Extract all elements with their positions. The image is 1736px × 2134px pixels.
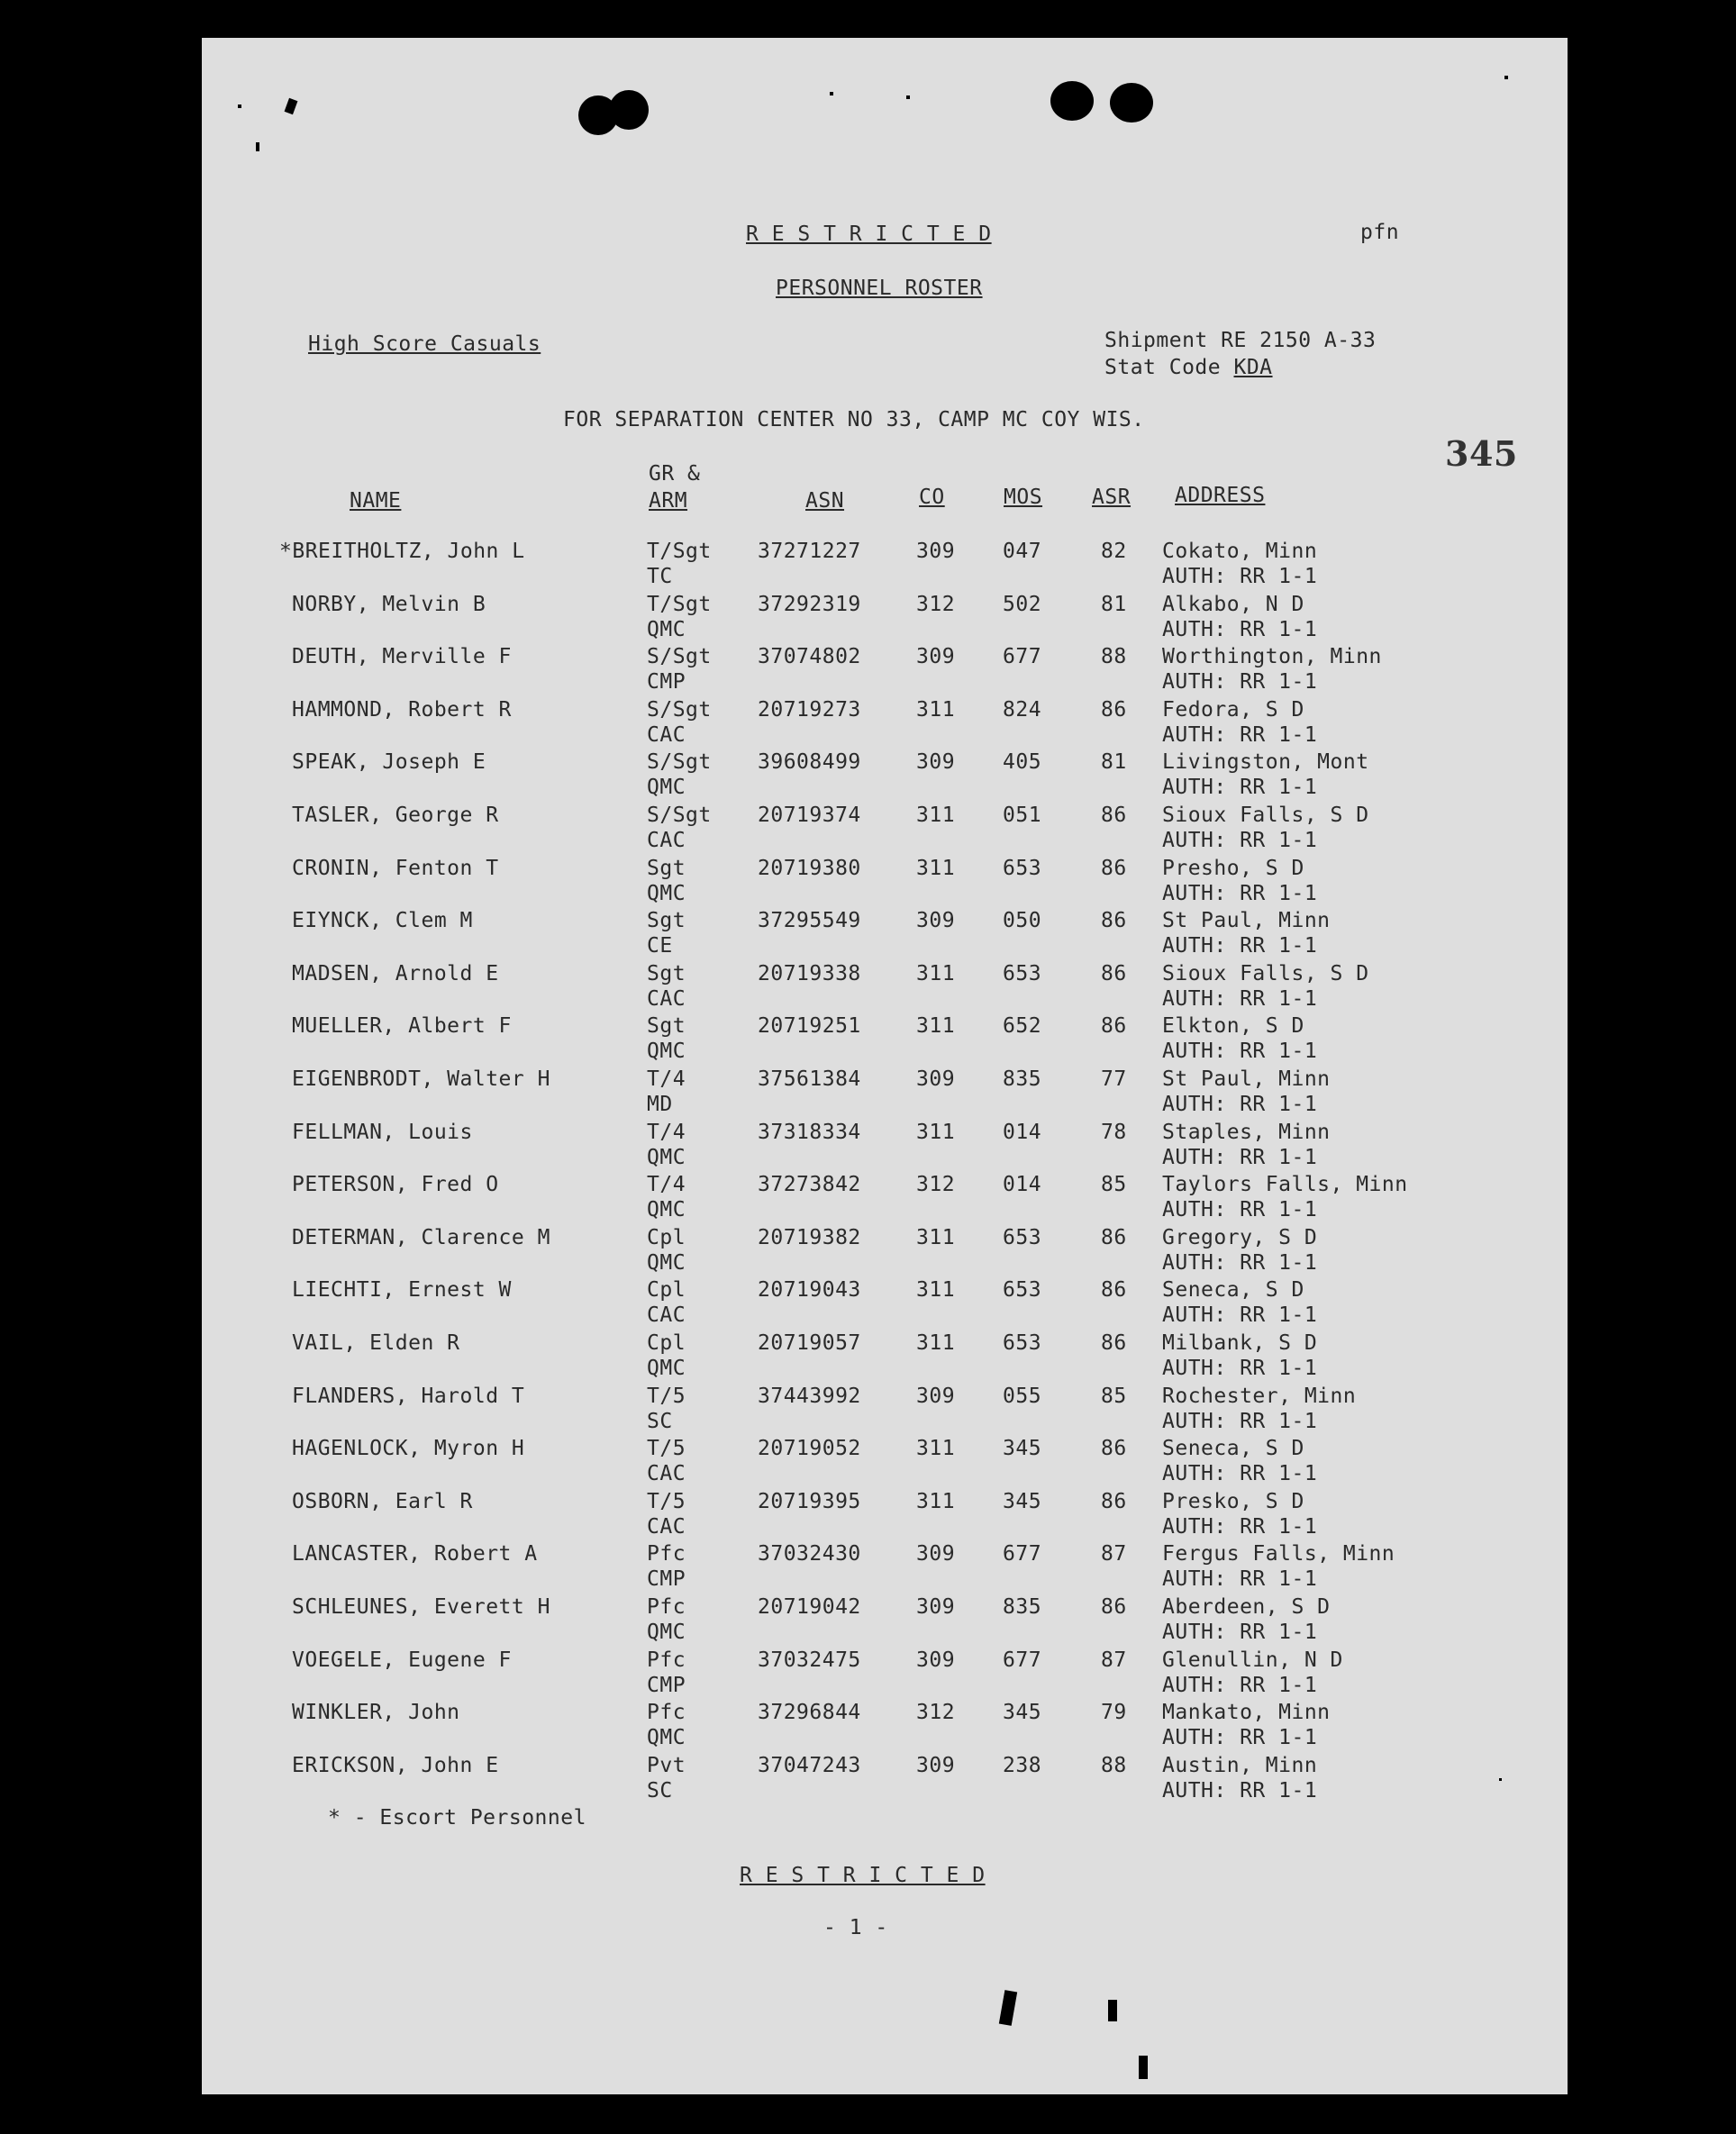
row-arm: QMC (647, 776, 686, 800)
row-asr: 82 (1101, 540, 1127, 563)
group-label: High Score Casuals (308, 332, 541, 356)
row-asr: 86 (1101, 1331, 1127, 1355)
row-address: Austin, Minn (1162, 1753, 1318, 1777)
row-auth: AUTH: RR 1-1 (1162, 881, 1318, 905)
col-asn-header: ASN (805, 489, 845, 513)
row-asr: 87 (1101, 1542, 1127, 1566)
row-auth: AUTH: RR 1-1 (1162, 1567, 1318, 1592)
row-grade: Cpl (647, 1331, 686, 1355)
row-grade: T/5 (647, 1437, 686, 1461)
row-asn: 37561384 (758, 1067, 861, 1091)
row-address: Elkton, S D (1162, 1014, 1304, 1039)
row-name: NORBY, Melvin B (292, 592, 486, 616)
row-asn: 37047243 (758, 1753, 861, 1777)
ink-speck (256, 142, 259, 151)
row-co: 309 (916, 1067, 956, 1091)
row-address: Presho, S D (1162, 856, 1304, 880)
punch-hole-right-a (1050, 81, 1094, 121)
row-co: 311 (916, 961, 956, 985)
table-row (202, 644, 1568, 696)
shipment-label: Shipment RE 2150 A-33 (1104, 329, 1377, 352)
table-row (202, 1120, 1568, 1172)
row-asn: 20719382 (758, 1225, 861, 1249)
document-page (202, 38, 1568, 2094)
row-name: FELLMAN, Louis (292, 1120, 473, 1144)
row-name: FLANDERS, Harold T (292, 1384, 525, 1408)
row-grade: S/Sgt (647, 645, 712, 669)
row-asn: 20719057 (758, 1331, 861, 1355)
row-asn: 20719374 (758, 804, 861, 827)
row-co: 312 (916, 1701, 956, 1725)
row-name: HAMMOND, Robert R (292, 697, 512, 722)
row-co: 309 (916, 1384, 956, 1408)
row-name: LIECHTI, Ernest W (292, 1278, 512, 1303)
row-asn: 20719042 (758, 1595, 861, 1619)
row-asr: 81 (1101, 750, 1127, 775)
table-row (202, 1436, 1568, 1488)
row-grade: T/5 (647, 1384, 686, 1408)
stat-code-value: KDA (1233, 356, 1273, 379)
table-row (202, 1067, 1568, 1119)
punch-hole-left-b (609, 90, 649, 130)
table-row (202, 1384, 1568, 1436)
row-name: DEUTH, Merville F (292, 645, 512, 669)
row-arm: SC (647, 1778, 673, 1803)
escort-note: * - Escort Personnel (328, 1806, 586, 1830)
row-asr: 86 (1101, 1595, 1127, 1619)
row-name: VAIL, Elden R (292, 1331, 460, 1355)
row-grade: Sgt (647, 1014, 686, 1039)
row-auth: AUTH: RR 1-1 (1162, 934, 1318, 958)
row-name: MADSEN, Arnold E (292, 961, 499, 985)
row-auth: AUTH: RR 1-1 (1162, 1673, 1318, 1697)
row-auth: AUTH: RR 1-1 (1162, 829, 1318, 852)
row-grade: T/4 (647, 1120, 686, 1144)
row-co: 309 (916, 1753, 956, 1777)
row-grade: T/4 (647, 1173, 686, 1197)
row-auth: AUTH: RR 1-1 (1162, 1726, 1318, 1750)
row-co: 311 (916, 1437, 956, 1461)
row-asr: 88 (1101, 645, 1127, 669)
row-arm: CMP (647, 1567, 686, 1592)
table-row (202, 1489, 1568, 1541)
row-name: WINKLER, John (292, 1701, 460, 1725)
row-asr: 86 (1101, 1489, 1127, 1513)
row-asr: 85 (1101, 1173, 1127, 1197)
row-address: Sioux Falls, S D (1162, 804, 1369, 827)
row-auth: AUTH: RR 1-1 (1162, 1462, 1318, 1486)
row-asr: 86 (1101, 1014, 1127, 1039)
row-mos: 051 (1003, 804, 1042, 827)
row-co: 309 (916, 1648, 956, 1672)
restricted-footer: R E S T R I C T E D (740, 1864, 986, 1887)
col-mos-header: MOS (1004, 486, 1043, 509)
row-asn: 20719251 (758, 1014, 861, 1039)
row-auth: AUTH: RR 1-1 (1162, 776, 1318, 800)
col-grade-header-line2: ARM (649, 489, 688, 513)
row-arm: QMC (647, 1357, 686, 1380)
table-row (202, 1753, 1568, 1805)
ink-speck (999, 1990, 1017, 2026)
row-address: Fedora, S D (1162, 697, 1304, 722)
row-address: Sioux Falls, S D (1162, 961, 1369, 985)
row-arm: QMC (647, 1198, 686, 1222)
table-row (202, 1172, 1568, 1224)
row-co: 309 (916, 1542, 956, 1566)
row-mos: 345 (1003, 1701, 1042, 1725)
table-row (202, 856, 1568, 908)
row-co: 309 (916, 1595, 956, 1619)
row-name: SPEAK, Joseph E (292, 750, 486, 775)
row-name: SCHLEUNES, Everett H (292, 1595, 550, 1619)
col-address-header: ADDRESS (1175, 484, 1266, 507)
row-address: Taylors Falls, Minn (1162, 1173, 1408, 1197)
row-co: 311 (916, 1331, 956, 1355)
row-asr: 77 (1101, 1067, 1127, 1091)
row-asn: 20719273 (758, 697, 861, 722)
row-auth: AUTH: RR 1-1 (1162, 1303, 1318, 1328)
row-name: TASLER, George R (292, 804, 499, 827)
row-mos: 050 (1003, 909, 1042, 933)
row-asr: 86 (1101, 961, 1127, 985)
table-row (202, 1541, 1568, 1594)
row-arm: QMC (647, 1040, 686, 1064)
row-asr: 86 (1101, 856, 1127, 880)
row-auth: AUTH: RR 1-1 (1162, 565, 1318, 588)
row-address: St Paul, Minn (1162, 1067, 1331, 1091)
row-auth: AUTH: RR 1-1 (1162, 1145, 1318, 1169)
row-auth: AUTH: RR 1-1 (1162, 1198, 1318, 1222)
row-mos: 824 (1003, 697, 1042, 722)
row-arm: QMC (647, 881, 686, 905)
row-address: Milbank, S D (1162, 1331, 1318, 1355)
table-row (202, 697, 1568, 749)
row-co: 311 (916, 856, 956, 880)
row-mos: 502 (1003, 592, 1042, 616)
row-arm: QMC (647, 1621, 686, 1644)
row-name: CRONIN, Fenton T (292, 856, 499, 880)
row-mos: 677 (1003, 1542, 1042, 1566)
row-auth: AUTH: RR 1-1 (1162, 1778, 1318, 1803)
ink-speck (1108, 2000, 1117, 2021)
col-grade-header-line1: GR & (649, 462, 701, 486)
row-address: Staples, Minn (1162, 1120, 1331, 1144)
row-arm: CAC (647, 722, 686, 747)
col-name-header: NAME (350, 489, 402, 513)
row-asr: 78 (1101, 1120, 1127, 1144)
row-auth: AUTH: RR 1-1 (1162, 1621, 1318, 1644)
row-co: 311 (916, 1120, 956, 1144)
col-co-header: CO (919, 486, 945, 509)
row-name: DETERMAN, Clarence M (292, 1225, 550, 1249)
row-arm: CAC (647, 1514, 686, 1539)
row-grade: T/Sgt (647, 592, 712, 616)
row-arm: QMC (647, 617, 686, 641)
row-co: 311 (916, 1014, 956, 1039)
row-asr: 86 (1101, 1437, 1127, 1461)
row-name: OSBORN, Earl R (292, 1489, 473, 1513)
row-grade: Sgt (647, 961, 686, 985)
row-mos: 653 (1003, 961, 1042, 985)
row-mos: 345 (1003, 1437, 1042, 1461)
row-auth: AUTH: RR 1-1 (1162, 722, 1318, 747)
row-name: HAGENLOCK, Myron H (292, 1437, 525, 1461)
table-row (202, 1277, 1568, 1330)
row-auth: AUTH: RR 1-1 (1162, 1093, 1318, 1116)
row-co: 311 (916, 697, 956, 722)
table-row (202, 961, 1568, 1013)
row-asn: 37032475 (758, 1648, 861, 1672)
row-asr: 85 (1101, 1384, 1127, 1408)
row-arm: SC (647, 1409, 673, 1433)
table-row (202, 1700, 1568, 1752)
row-address: Gregory, S D (1162, 1225, 1318, 1249)
row-asn: 37443992 (758, 1384, 861, 1408)
row-grade: S/Sgt (647, 804, 712, 827)
row-grade: Cpl (647, 1225, 686, 1249)
row-address: Livingston, Mont (1162, 750, 1369, 775)
table-row (202, 539, 1568, 591)
row-address: Seneca, S D (1162, 1278, 1304, 1303)
row-auth: AUTH: RR 1-1 (1162, 1514, 1318, 1539)
row-asr: 87 (1101, 1648, 1127, 1672)
row-arm: CAC (647, 829, 686, 852)
row-co: 311 (916, 1278, 956, 1303)
row-asn: 37318334 (758, 1120, 861, 1144)
row-address: Aberdeen, S D (1162, 1595, 1331, 1619)
row-asn: 37273842 (758, 1173, 861, 1197)
row-mos: 345 (1003, 1489, 1042, 1513)
row-grade: Pfc (647, 1701, 686, 1725)
row-grade: Pfc (647, 1542, 686, 1566)
row-mos: 653 (1003, 1331, 1042, 1355)
row-mos: 652 (1003, 1014, 1042, 1039)
row-arm: QMC (647, 1145, 686, 1169)
row-asn: 37296844 (758, 1701, 861, 1725)
row-co: 311 (916, 804, 956, 827)
table-row (202, 803, 1568, 855)
row-mos: 047 (1003, 540, 1042, 563)
row-arm: CAC (647, 1303, 686, 1328)
row-auth: AUTH: RR 1-1 (1162, 617, 1318, 641)
row-address: Alkabo, N D (1162, 592, 1304, 616)
row-asr: 86 (1101, 909, 1127, 933)
row-mos: 835 (1003, 1067, 1042, 1091)
ink-speck (906, 95, 910, 99)
row-asr: 88 (1101, 1753, 1127, 1777)
row-name: PETERSON, Fred O (292, 1173, 499, 1197)
row-asn: 20719043 (758, 1278, 861, 1303)
row-address: St Paul, Minn (1162, 909, 1331, 933)
table-row (202, 1225, 1568, 1277)
row-mos: 014 (1003, 1120, 1042, 1144)
row-grade: Sgt (647, 856, 686, 880)
punch-hole-right-b (1110, 83, 1153, 123)
row-asr: 86 (1101, 1225, 1127, 1249)
row-asn: 37074802 (758, 645, 861, 669)
restricted-header: R E S T R I C T E D (746, 222, 992, 246)
initials: pfn (1360, 221, 1400, 244)
row-grade: Cpl (647, 1278, 686, 1303)
row-co: 312 (916, 592, 956, 616)
row-co: 309 (916, 750, 956, 775)
row-mos: 653 (1003, 856, 1042, 880)
row-name: EIYNCK, Clem M (292, 909, 473, 933)
row-asn: 20719338 (758, 961, 861, 985)
row-co: 311 (916, 1489, 956, 1513)
row-co: 309 (916, 909, 956, 933)
row-grade: Pfc (647, 1595, 686, 1619)
row-name: *BREITHOLTZ, John L (279, 540, 525, 563)
row-asn: 37271227 (758, 540, 861, 563)
row-mos: 405 (1003, 750, 1042, 775)
row-asr: 86 (1101, 1278, 1127, 1303)
table-row (202, 1013, 1568, 1066)
stat-code-line (1104, 355, 1273, 380)
table-row (202, 1594, 1568, 1647)
row-arm: CAC (647, 986, 686, 1011)
row-auth: AUTH: RR 1-1 (1162, 670, 1318, 695)
row-name: ERICKSON, John E (292, 1753, 499, 1777)
row-name: EIGENBRODT, Walter H (292, 1067, 550, 1091)
page-number: - 1 - (823, 1916, 888, 1939)
row-grade: Pfc (647, 1648, 686, 1672)
row-arm: QMC (647, 1726, 686, 1750)
row-grade: T/4 (647, 1067, 686, 1091)
row-arm: CMP (647, 1673, 686, 1697)
table-row (202, 1330, 1568, 1383)
row-asr: 86 (1101, 804, 1127, 827)
col-asr-header: ASR (1092, 486, 1132, 509)
ink-speck (238, 104, 241, 108)
row-auth: AUTH: RR 1-1 (1162, 1250, 1318, 1275)
row-address: Glenullin, N D (1162, 1648, 1343, 1672)
table-row (202, 908, 1568, 960)
stat-code-label: Stat Code (1104, 356, 1222, 379)
ink-speck (830, 92, 833, 95)
row-co: 312 (916, 1173, 956, 1197)
ink-speck (285, 98, 298, 114)
row-name: MUELLER, Albert F (292, 1014, 512, 1039)
row-arm: CMP (647, 670, 686, 695)
row-address: Worthington, Minn (1162, 645, 1382, 669)
row-auth: AUTH: RR 1-1 (1162, 1357, 1318, 1380)
table-row (202, 592, 1568, 644)
table-row (202, 1648, 1568, 1700)
stamp-number: 345 (1445, 433, 1518, 474)
row-mos: 677 (1003, 1648, 1042, 1672)
row-mos: 014 (1003, 1173, 1042, 1197)
row-grade: Sgt (647, 909, 686, 933)
row-auth: AUTH: RR 1-1 (1162, 1040, 1318, 1064)
ink-speck (1504, 76, 1508, 79)
row-name: LANCASTER, Robert A (292, 1542, 538, 1566)
row-arm: MD (647, 1093, 673, 1116)
row-asr: 86 (1101, 697, 1127, 722)
row-mos: 653 (1003, 1225, 1042, 1249)
row-mos: 677 (1003, 645, 1042, 669)
row-co: 309 (916, 540, 956, 563)
row-arm: QMC (647, 1250, 686, 1275)
row-asr: 81 (1101, 592, 1127, 616)
roster-title: PERSONNEL ROSTER (776, 277, 983, 300)
row-asn: 37032430 (758, 1542, 861, 1566)
row-mos: 238 (1003, 1753, 1042, 1777)
row-address: Fergus Falls, Minn (1162, 1542, 1395, 1566)
row-grade: S/Sgt (647, 750, 712, 775)
row-mos: 055 (1003, 1384, 1042, 1408)
destination-line: FOR SEPARATION CENTER NO 33, CAMP MC COY WIS. (563, 408, 1145, 431)
row-auth: AUTH: RR 1-1 (1162, 986, 1318, 1011)
row-asn: 37295549 (758, 909, 861, 933)
row-co: 309 (916, 645, 956, 669)
table-row (202, 749, 1568, 802)
row-auth: AUTH: RR 1-1 (1162, 1409, 1318, 1433)
row-asr: 79 (1101, 1701, 1127, 1725)
ink-speck (1139, 2056, 1148, 2079)
row-asn: 20719395 (758, 1489, 861, 1513)
row-arm: CE (647, 934, 673, 958)
row-grade: T/Sgt (647, 540, 712, 563)
row-asn: 20719380 (758, 856, 861, 880)
row-name: VOEGELE, Eugene F (292, 1648, 512, 1672)
row-grade: Pvt (647, 1753, 686, 1777)
row-co: 311 (916, 1225, 956, 1249)
row-arm: CAC (647, 1462, 686, 1486)
row-address: Seneca, S D (1162, 1437, 1304, 1461)
row-asn: 20719052 (758, 1437, 861, 1461)
row-address: Rochester, Minn (1162, 1384, 1357, 1408)
row-address: Mankato, Minn (1162, 1701, 1331, 1725)
row-asn: 39608499 (758, 750, 861, 775)
row-mos: 653 (1003, 1278, 1042, 1303)
row-grade: T/5 (647, 1489, 686, 1513)
row-address: Cokato, Minn (1162, 540, 1318, 563)
row-address: Presko, S D (1162, 1489, 1304, 1513)
row-arm: TC (647, 565, 673, 588)
row-mos: 835 (1003, 1595, 1042, 1619)
row-asn: 37292319 (758, 592, 861, 616)
row-grade: S/Sgt (647, 697, 712, 722)
